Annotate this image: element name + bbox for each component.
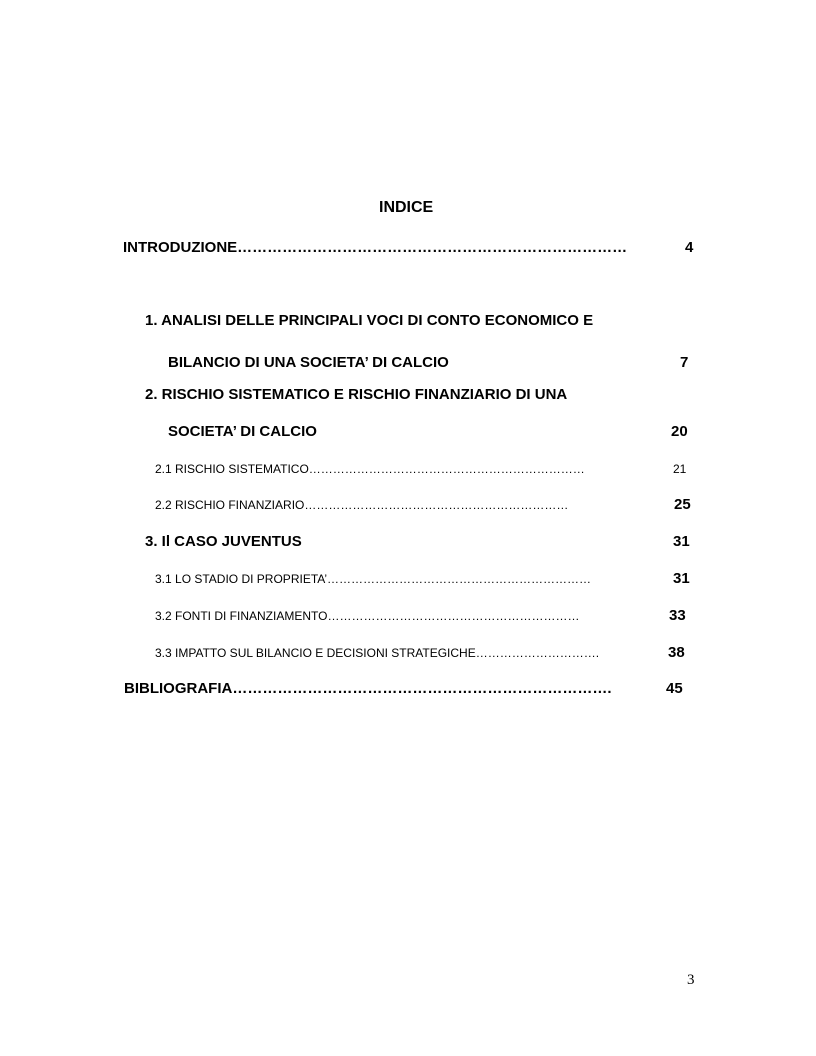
toc-entry-chapter-1-line-1: 1. ANALISI DELLE PRINCIPALI VOCI DI CONTO ECONOMICO E [145,312,594,329]
toc-entry-section-2-2: 2.2 RISCHIO FINANZIARIO………………………………………………………… [155,498,569,512]
page-number: 3 [687,972,695,988]
toc-entry-section-2-1: 2.1 RISCHIO SISTEMATICO…………………………………………………………… [155,462,585,476]
toc-page-chapter-1: 7 [680,354,689,371]
toc-page-section-2-1: 21 [673,462,687,476]
toc-page-chapter-3: 31 [673,533,690,550]
toc-page-bibliografia: 45 [666,680,683,697]
toc-entry-bibliografia: BIBLIOGRAFIA…………………………………………………………………. [124,680,612,697]
toc-entry-chapter-1-line-2: BILANCIO DI UNA SOCIETA’ DI CALCIO [168,354,449,371]
toc-entry-section-3-3: 3.3 IMPATTO SUL BILANCIO E DECISIONI STRATEGICHE…………………………. [155,646,600,660]
toc-entry-section-3-1: 3.1 LO STADIO DI PROPRIETA’………………………………………………………… [155,572,592,586]
toc-entry-chapter-3: 3. Il CASO JUVENTUS [145,533,302,550]
toc-entry-chapter-2-line-1: 2. RISCHIO SISTEMATICO E RISCHIO FINANZIARIO DI UNA [145,386,568,403]
toc-entry-chapter-2-line-2: SOCIETA’ DI CALCIO [168,423,317,440]
toc-page-section-3-2: 33 [669,607,686,624]
toc-page-section-2-2: 25 [674,496,691,513]
toc-page-section-3-1: 31 [673,570,690,587]
toc-page-section-3-3: 38 [668,644,685,661]
toc-entry-introduzione: INTRODUZIONE…………………………………………………………………… [123,239,628,256]
toc-entry-section-3-2: 3.2 FONTI DI FINANZIAMENTO……………………………………………………… [155,609,580,623]
toc-page-chapter-2: 20 [671,423,688,440]
toc-page-introduzione: 4 [685,239,694,256]
index-title: INDICE [379,199,434,216]
